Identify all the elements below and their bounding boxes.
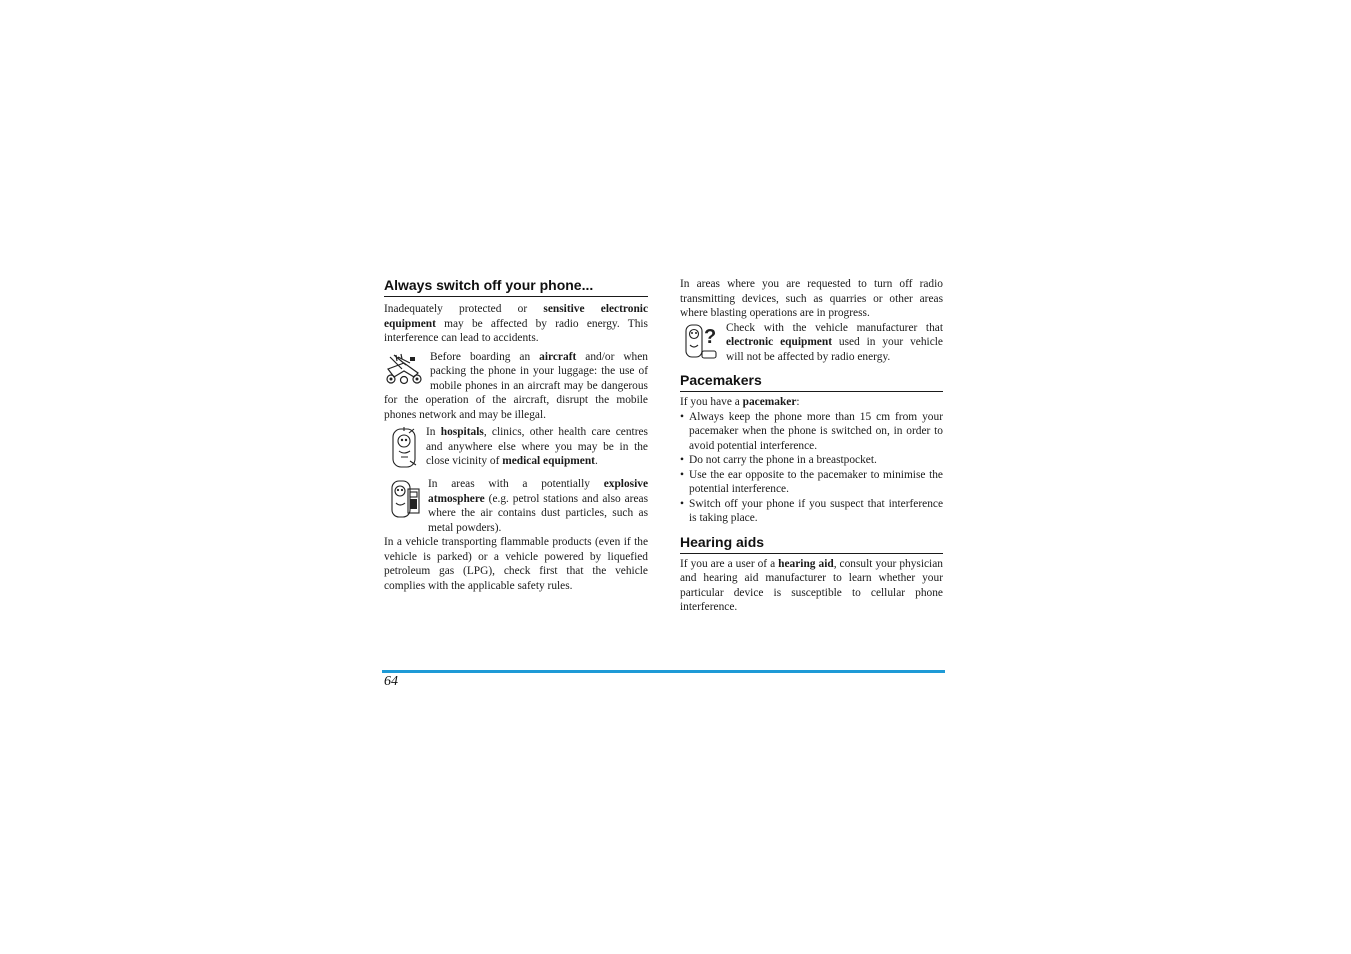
- footer-rule: [382, 670, 945, 673]
- pacemaker-list: [680, 410, 943, 526]
- section-heading-hearing-aids: Hearing aids: [680, 534, 943, 554]
- fuel-pump-icon: [390, 477, 422, 521]
- list-item: • Switch off your phone if you suspect that interference is taking place.: [680, 497, 943, 526]
- vehicle-check-paragraph: ? Check with the vehicle manufacturer that electronic equipment used in your vehicle will not be affected by radio energy.: [680, 321, 943, 365]
- question-phone-icon: [684, 321, 720, 361]
- blasting-paragraph: In areas where you are requested to turn off radio transmitting devices, such as quarries or other areas where blasting operations are in progress.: [680, 278, 943, 319]
- explosive-paragraph: In areas with a potentially explosive atmosphere (e.g. petrol stations and also areas where the air contains dust particles, such as metal powders).: [384, 477, 648, 535]
- section-heading-pacemakers: Pacemakers: [680, 372, 943, 392]
- aircraft-icon: [384, 351, 424, 390]
- intro-paragraph: Inadequately protected or sensitive electronic equipment may be affected by radio energy. This interference can lead to accidents.: [384, 303, 648, 344]
- hospital-paragraph: In hospitals, clinics, other health care centres and anywhere else where you may be in the close vicinity of medical equipment.: [384, 425, 648, 469]
- section-heading-switch-off: Always switch off your phone...: [384, 277, 648, 297]
- aircraft-paragraph: Before boarding an aircraft and/or when packing the phone in your luggage: the use of mobile phones in an aircraft may be dangerous for the operation of the aircraft, disrupt the mobile phones network and may be illegal.: [384, 350, 649, 421]
- hospital-phone-icon: [390, 425, 420, 469]
- page-number: 64: [384, 674, 398, 689]
- svg-text:?: ?: [704, 325, 717, 348]
- left-column: [384, 277, 648, 593]
- pacemaker-intro: If you have a pacemaker:: [680, 396, 800, 408]
- vehicle-paragraph: In a vehicle transporting flammable products (even if the vehicle is parked) or a vehicle powered by liquefied petroleum gas (LPG), check first that the vehicle complies with the applicable safety rules.: [384, 536, 648, 592]
- list-item: • Always keep the phone more than 15 cm from your pacemaker when the phone is switched on, in order to avoid potential interference.: [680, 410, 943, 454]
- list-item: • Use the ear opposite to the pacemaker to minimise the potential interference.: [680, 468, 943, 497]
- hearing-aid-paragraph: If you are a user of a hearing aid, consult your physician and hearing aid manufacturer to learn whether your particular device is susceptible to cellular phone interference.: [680, 557, 943, 613]
- list-item: • Do not carry the phone in a breastpocket.: [680, 453, 943, 468]
- right-column: [680, 277, 943, 615]
